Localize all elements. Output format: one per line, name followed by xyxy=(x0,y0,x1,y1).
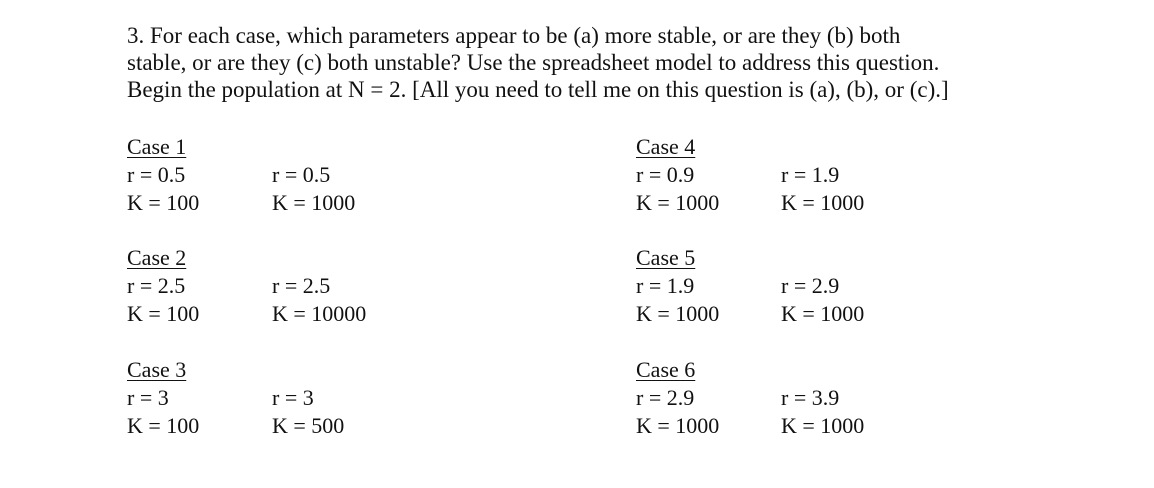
case-2 xyxy=(127,244,422,328)
case-title: Case 3 xyxy=(127,357,187,382)
case-r-value-2: r = 0.5 xyxy=(272,162,331,187)
question-text xyxy=(127,22,1027,103)
case-k-value-1: K = 1000 xyxy=(636,413,720,438)
case-r-value-1: r = 3 xyxy=(127,385,169,410)
case-k-row xyxy=(636,189,931,217)
case-title: Case 4 xyxy=(636,134,696,159)
case-k-value-1: K = 1000 xyxy=(636,301,720,326)
case-r-value-1: r = 2.9 xyxy=(636,385,695,410)
case-k-value-2: K = 500 xyxy=(272,413,345,438)
case-k-row xyxy=(127,300,422,328)
case-k-row xyxy=(636,300,931,328)
case-r-value-2: r = 1.9 xyxy=(781,162,840,187)
case-r-value-2: r = 2.9 xyxy=(781,273,840,298)
case-r-row xyxy=(127,272,422,300)
case-r-row xyxy=(127,161,422,189)
case-6 xyxy=(636,356,931,440)
case-1 xyxy=(127,133,422,217)
case-k-value-2: K = 1000 xyxy=(781,301,865,326)
case-k-value-2: K = 1000 xyxy=(781,190,865,215)
case-r-value-1: r = 0.9 xyxy=(636,162,695,187)
case-k-row xyxy=(127,412,422,440)
case-3 xyxy=(127,356,422,440)
case-title: Case 1 xyxy=(127,134,187,159)
case-k-value-1: K = 100 xyxy=(127,190,200,215)
case-k-value-1: K = 1000 xyxy=(636,190,720,215)
case-k-row xyxy=(636,412,931,440)
case-k-value-1: K = 100 xyxy=(127,413,200,438)
case-k-value-2: K = 1000 xyxy=(781,413,865,438)
case-r-value-1: r = 2.5 xyxy=(127,273,186,298)
question-line-3: Begin the population at N = 2. [All you need to tell me on this question is (a), (b), or (c).] xyxy=(127,77,949,102)
case-k-value-1: K = 100 xyxy=(127,301,200,326)
case-r-value-1: r = 1.9 xyxy=(636,273,695,298)
case-k-value-2: K = 1000 xyxy=(272,190,356,215)
case-r-value-2: r = 3.9 xyxy=(781,385,840,410)
case-r-value-2: r = 3 xyxy=(272,385,314,410)
case-r-value-1: r = 0.5 xyxy=(127,162,186,187)
case-k-row xyxy=(127,189,422,217)
case-r-row xyxy=(636,384,931,412)
case-title: Case 2 xyxy=(127,245,187,270)
case-5 xyxy=(636,244,931,328)
case-4 xyxy=(636,133,931,217)
case-title: Case 6 xyxy=(636,357,696,382)
case-title: Case 5 xyxy=(636,245,696,270)
case-k-value-2: K = 10000 xyxy=(272,301,367,326)
case-r-value-2: r = 2.5 xyxy=(272,273,331,298)
case-r-row xyxy=(636,272,931,300)
case-r-row xyxy=(636,161,931,189)
question-line-2: stable, or are they (c) both unstable? Use the spreadsheet model to address this question. xyxy=(127,50,940,75)
question-line-1: 3. For each case, which parameters appear to be (a) more stable, or are they (b) both xyxy=(127,23,901,48)
case-r-row xyxy=(127,384,422,412)
